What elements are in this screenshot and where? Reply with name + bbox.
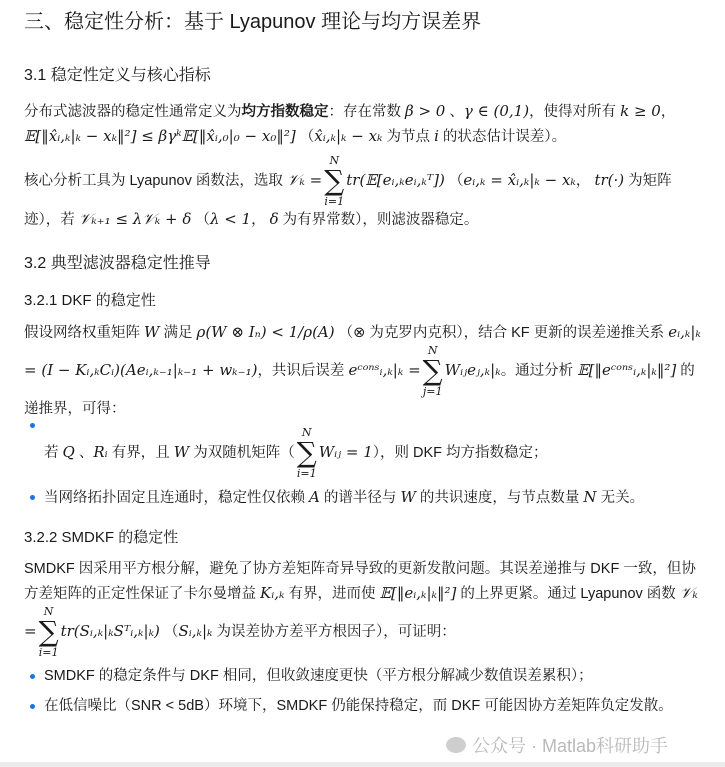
paragraph (24, 99, 701, 149)
smdkf-bullets (24, 664, 701, 718)
math-expression: eᵢ,ₖ = x̂ᵢ,ₖ|ₖ − xₖ (463, 170, 576, 189)
sum-upper: N (329, 154, 340, 167)
math-expression: eᵢ,ₖ|ₖ = (I − Kᵢ,ₖCᵢ)(Aeᵢ,ₖ₋₁|ₖ₋₁ + wₖ₋₁) (24, 323, 701, 379)
paragraph (24, 155, 701, 232)
math-expression: 𝒱ₖ₊₁ ≤ λ𝒱ₖ + δ (78, 210, 192, 228)
text-run: 分布式滤波器的稳定性通常定义为 (24, 104, 242, 120)
text-run: 有界，且 (107, 444, 174, 461)
text-run: 的谱半径与 (319, 490, 401, 506)
math-expression: Kᵢ,ₖ (260, 584, 285, 602)
math-expression: eᶜᵒⁿˢᵢ,ₖ|ₖ = (348, 360, 421, 379)
sum-upper: N (43, 605, 54, 618)
heading-3-2: 3.2 典型滤波器稳定性推导 (24, 255, 211, 272)
sigma-symbol: ∑ (296, 436, 317, 469)
text-run: 、 (445, 104, 464, 120)
math-expression: k ≥ 0 (620, 102, 661, 120)
heading-3-2-2: 3.2.2 SMDKF 的稳定性 (24, 529, 179, 546)
sigma-symbol: ∑ (324, 164, 345, 197)
math-expression: tr(𝔼[eᵢ,ₖeᵢ,ₖᵀ]) (346, 170, 445, 189)
s31-body (24, 99, 701, 232)
math-expression: Sᵢ,ₖ|ₖ (178, 621, 213, 640)
summation (423, 345, 443, 397)
sum-lower: i=1 (38, 646, 59, 659)
bullet-item (44, 485, 701, 510)
text-run: 、 (74, 444, 94, 461)
math-expression: Rᵢ (93, 442, 108, 461)
text-run: （ (295, 129, 315, 145)
math-expression: 𝒱ₖ = (286, 170, 323, 189)
sigma-symbol: ∑ (422, 354, 443, 387)
sum-upper: N (301, 426, 312, 439)
math-expression: i (434, 127, 439, 145)
text-run: ，共识后误差 (257, 362, 349, 379)
text-run: 为矩阵迹），若 (24, 172, 672, 228)
text-run: 的状态估计误差）。 (438, 129, 567, 145)
text-run: 假设网络权重矩阵 (24, 325, 145, 341)
text-run: ， (251, 212, 270, 228)
math-expression: λ < 1 (209, 210, 252, 228)
text-run: SMDKF 因采用平方根分解，避免了协方差矩阵奇异导致的更新发散问题。其误差递推与 DKF 一致，但协方差矩阵的正定性保证了卡尔曼增益 (24, 561, 696, 602)
math-expression: x̂ᵢ,ₖ|ₖ − xₖ (314, 127, 383, 145)
sum-lower: j=1 (422, 385, 443, 398)
text-run: 无关。 (596, 490, 645, 506)
math-expression: W (173, 442, 190, 461)
text-run: 当网络拓扑固定且连通时，稳定性仅依赖 (44, 490, 310, 506)
text-run: ， (660, 104, 676, 120)
summation (297, 427, 317, 479)
math-expression: 𝔼[‖x̂ᵢ,ₖ|ₖ − xₖ‖²] ≤ βγᵏ𝔼[‖x̂ᵢ,₀|₀ − x₀‖²] (24, 127, 296, 145)
text-run: 核心分析工具为 Lyapunov 函数法，选取 (24, 172, 287, 189)
bullet-item (44, 427, 701, 479)
sum-upper: N (427, 344, 438, 357)
text-run: ，使得对所有 (529, 104, 621, 120)
text-run: ， (575, 172, 595, 189)
math-expression: tr(·) (594, 170, 625, 189)
bullet-item (44, 664, 701, 688)
text-run: 。通过分析 (500, 362, 578, 379)
sum-lower: i=1 (324, 195, 345, 208)
bold-text: 均方指数稳定 (241, 104, 329, 120)
heading-3-1: 3.1 稳定性定义与核心指标 (24, 67, 211, 84)
math-expression: W (144, 323, 160, 341)
text-run: （ (159, 623, 179, 640)
math-expression: ρ(W ⊗ Iₙ) < 1/ρ(A) (196, 323, 335, 341)
math-expression: Wᵢⱼeⱼ,ₖ|ₖ (444, 360, 501, 379)
bullet-item (44, 694, 701, 718)
text-run: 在低信噪比（SNR < 5dB）环境下，SMDKF 仍能保持稳定，而 DKF 可能因协方差矩阵负定发散。 (44, 698, 673, 714)
text-run: 满足 (159, 325, 197, 341)
math-expression: N (583, 488, 597, 506)
text-run: 为有界常数），则滤波器稳定。 (278, 212, 479, 228)
watermark-text: 公众号 · Matlab科研助手 (472, 736, 669, 756)
paragraph (24, 320, 701, 421)
section-title: 三、稳定性分析：基于 Lyapunov 理论与均方误差界 (24, 11, 482, 33)
dkf-body (24, 320, 701, 421)
paragraph (24, 557, 701, 658)
wechat-icon (446, 737, 466, 753)
summation (324, 155, 344, 207)
math-expression: tr(Sᵢ,ₖ|ₖSᵀᵢ,ₖ|ₖ) (60, 621, 160, 640)
text-run: ），则 DKF 均方指数稳定； (372, 444, 548, 461)
dkf-bullets (24, 427, 701, 510)
bottom-divider (0, 762, 725, 767)
text-run: 为双随机矩阵（ (189, 444, 295, 461)
math-expression: δ (269, 210, 279, 228)
text-run: （ (191, 212, 210, 228)
text-run: ：存在常数 (328, 104, 406, 120)
watermark (446, 732, 668, 758)
heading-3-2-1: 3.2.1 DKF 的稳定性 (24, 292, 156, 309)
text-run: 为节点 (382, 129, 435, 145)
sum-lower: i=1 (296, 467, 317, 480)
math-expression: γ ∈ (0,1) (463, 102, 530, 120)
text-run: SMDKF 的稳定条件与 DKF 相同，但收敛速度更快（平方根分解减少数值误差累积）； (44, 668, 593, 684)
text-run: 有界，进而使 (284, 586, 380, 602)
text-run: 若 (44, 444, 63, 461)
math-expression: W (400, 488, 416, 506)
text-run: 为误差协方差平方根因子），可证明： (212, 623, 456, 640)
text-run: 的共识速度，与节点数量 (415, 490, 584, 506)
smdkf-body (24, 557, 701, 658)
math-expression: A (309, 488, 320, 506)
math-expression: 𝔼[‖eᶜᵒⁿˢᵢ,ₖ|ₖ‖²] (577, 360, 677, 379)
summation (39, 606, 59, 658)
text-run: （⊗ 为克罗内克积），结合 KF 更新的误差递推关系 (334, 325, 669, 341)
math-expression: Wᵢⱼ = 1 (318, 442, 373, 461)
math-expression: β > 0 (405, 102, 446, 120)
math-expression: 𝒱ₖ = (24, 584, 698, 640)
sigma-symbol: ∑ (38, 615, 59, 648)
math-expression: Q (62, 442, 75, 461)
text-run: （ (444, 172, 464, 189)
text-run: 的上界更紧。通过 Lyapunov 函数 (456, 586, 680, 602)
text-run: 的递推界，可得： (24, 362, 695, 417)
math-expression: 𝔼[‖eᵢ,ₖ|ₖ‖²] (379, 584, 457, 602)
